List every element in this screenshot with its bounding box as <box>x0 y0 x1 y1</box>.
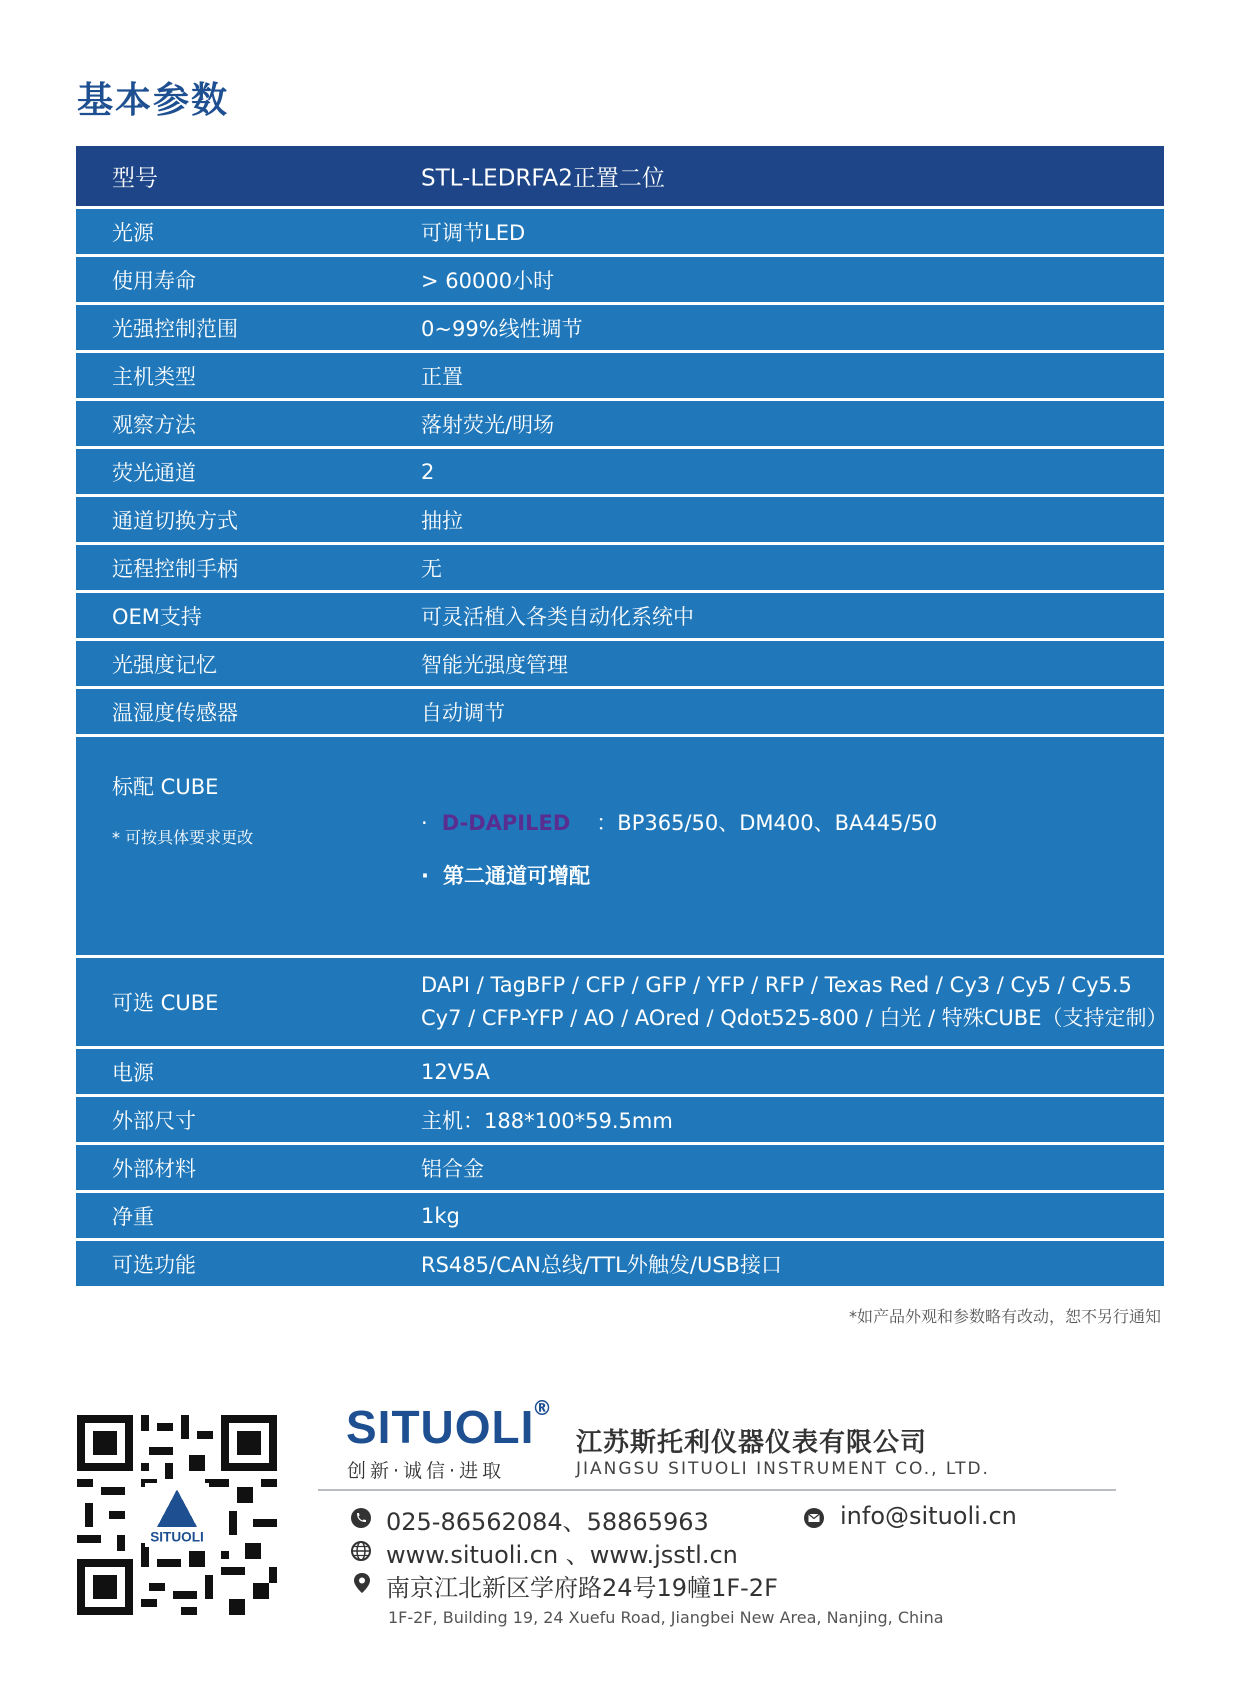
table-row <box>76 305 1164 350</box>
filter-name: D-DAPILED <box>441 811 571 835</box>
optional-cube-line-2: Cy7 / CFP-YFP / AO / AOred / Qdot525-800 / 白光 / 特殊CUBE（支持定制） <box>421 1006 1168 1030</box>
table-row <box>76 401 1164 446</box>
table-row <box>76 1049 1164 1094</box>
location-pin-icon <box>351 1572 373 1594</box>
phone-icon <box>350 1507 372 1529</box>
row-value: 铝合金 <box>421 1156 484 1181</box>
table-row <box>76 1145 1164 1190</box>
row-key: 观察方法 <box>112 412 196 437</box>
optional-cube-row <box>76 958 1168 1046</box>
row-key: 光强控制范围 <box>112 316 238 341</box>
row-value: RS485/CAN总线/TTL外触发/USB接口 <box>421 1252 783 1277</box>
table-row <box>76 641 1164 686</box>
table-row <box>76 1193 1164 1238</box>
row-key: 使用寿命 <box>112 268 196 293</box>
table-row <box>76 449 1164 494</box>
table-row <box>76 1097 1164 1142</box>
row-key: 净重 <box>112 1204 154 1229</box>
row-value: 自动调节 <box>421 700 505 725</box>
email-address: info@situoli.cn <box>840 1502 1017 1530</box>
table-row <box>76 545 1164 590</box>
optional-cube-line-1: DAPI / TagBFP / CFP / GFP / YFP / RFP / Texas Red / Cy3 / Cy5 / Cy5.5 <box>421 973 1132 997</box>
table-row <box>76 689 1164 734</box>
page-title: 基本参数 <box>77 80 230 121</box>
brand-slogan: 创新·诚信·进取 <box>347 1460 506 1482</box>
bullet: · <box>421 864 429 888</box>
row-key: 主机类型 <box>112 364 196 389</box>
cube-filter-line <box>421 807 937 837</box>
table-header-row <box>76 146 1164 206</box>
row-key: 外部尺寸 <box>112 1108 196 1133</box>
cube-extra-line <box>421 860 590 890</box>
row-key: 荧光通道 <box>112 460 196 485</box>
row-value: 主机：188*100*59.5mm <box>421 1108 673 1133</box>
registered-mark: ® <box>532 1396 552 1420</box>
company-name-cn: 江苏斯托利仪器仪表有限公司 <box>576 1428 928 1458</box>
bullet: · <box>421 811 428 835</box>
filter-spec: ：BP365/50、DM400、BA445/50 <box>596 811 938 835</box>
row-key: 通道切换方式 <box>112 508 238 533</box>
brand-logo: SITUOLI <box>346 1401 535 1453</box>
address-en: 1F-2F, Building 19, 24 Xuefu Road, Jiangbei New Area, Nanjing, China <box>388 1608 944 1627</box>
standard-cube-row <box>76 737 1164 955</box>
disclaimer-note: *如产品外观和参数略有改动，恕不另行通知 <box>848 1307 1161 1326</box>
qr-logo-text: SITUOLI <box>150 1529 204 1545</box>
table-row <box>76 1241 1164 1286</box>
row-value: 抽拉 <box>421 508 463 533</box>
row-key: OEM支持 <box>112 604 202 629</box>
website: www.situoli.cn 、www.jsstl.cn <box>386 1541 738 1569</box>
row-value: > 60000小时 <box>421 268 555 293</box>
row-key: 光强度记忆 <box>112 652 217 677</box>
row-key: 可选 CUBE <box>112 991 219 1015</box>
row-key: 温湿度传感器 <box>112 700 238 725</box>
divider <box>318 1489 1116 1491</box>
email-icon <box>803 1507 825 1529</box>
cube-note: * 可按具体要求更改 <box>112 828 254 847</box>
row-value: 0~99%线性调节 <box>421 316 583 341</box>
row-value: 正置 <box>421 364 463 389</box>
row-value: 2 <box>421 459 435 484</box>
row-value <box>421 969 1167 1035</box>
row-value: 12V5A <box>421 1059 490 1084</box>
phone-number: 025-86562084、58865963 <box>386 1508 709 1536</box>
table-row <box>76 257 1164 302</box>
row-key: 电源 <box>112 1060 154 1085</box>
spec-table <box>76 146 1168 1289</box>
address-cn: 南京江北新区学府路24号19幢1F-2F <box>386 1574 778 1602</box>
row-key: 光源 <box>112 220 154 245</box>
row-value: 1kg <box>421 1203 460 1228</box>
row-value: 智能光强度管理 <box>421 652 568 677</box>
table-row <box>76 497 1164 542</box>
row-value: 可灵活植入各类自动化系统中 <box>421 604 694 629</box>
row-value: 可调节LED <box>421 220 526 245</box>
table-row <box>76 209 1164 254</box>
row-value: 无 <box>421 556 442 581</box>
qr-code-icon <box>77 1415 277 1615</box>
globe-icon <box>350 1540 372 1562</box>
row-key: 可选功能 <box>112 1252 196 1277</box>
row-key: 外部材料 <box>112 1156 196 1181</box>
header-key: 型号 <box>112 165 158 192</box>
table-row <box>76 353 1164 398</box>
row-key: 标配 CUBE <box>112 775 219 799</box>
cube-extra: 第二通道可增配 <box>442 864 590 888</box>
table-row <box>76 593 1164 638</box>
row-value: 落射荧光/明场 <box>421 412 555 437</box>
row-key: 远程控制手柄 <box>112 556 238 581</box>
company-name-en: JIANGSU SITUOLI INSTRUMENT CO., LTD. <box>576 1459 990 1479</box>
header-value: STL-LEDRFA2正置二位 <box>421 165 665 192</box>
